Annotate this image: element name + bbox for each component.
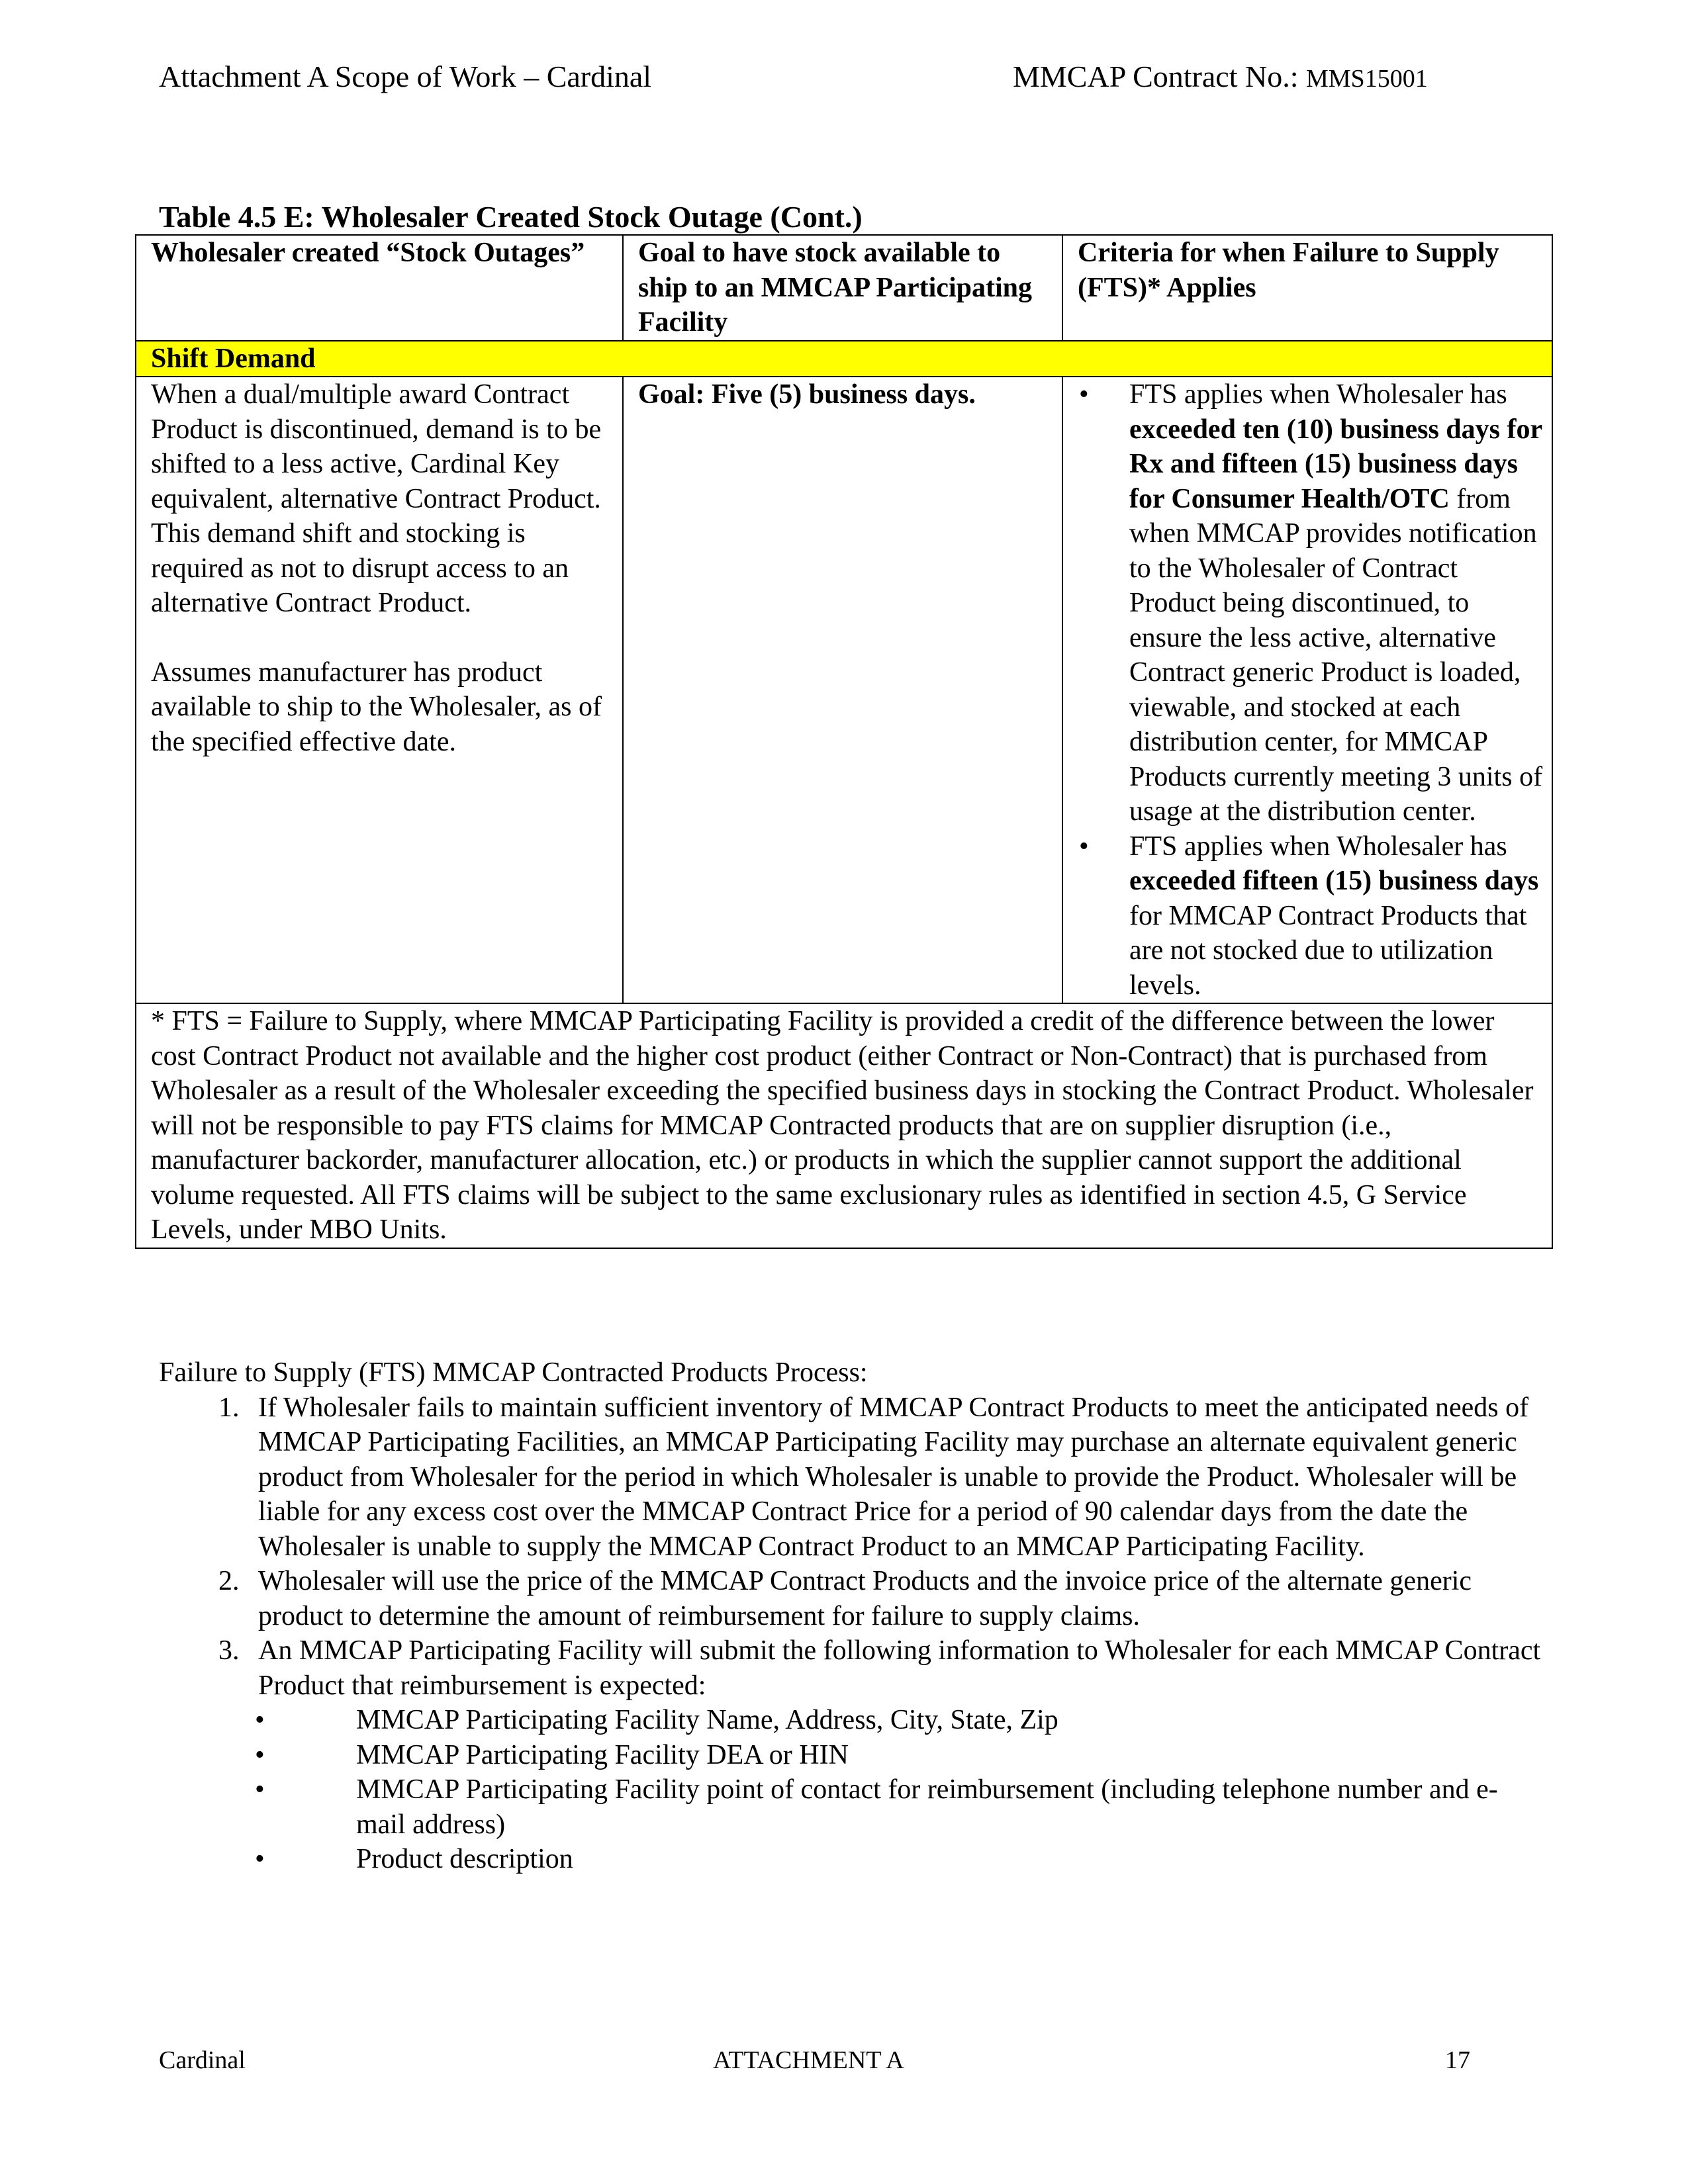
list-item: 2. Wholesaler will use the price of the MMCAP Contract Products and the invoice price of the alternate generic product to determine the amount of reimbursement for failure to supply claims. xyxy=(218,1566,1472,1631)
bullet-icon: • xyxy=(1079,831,1089,862)
list-item: 1. If Wholesaler fails to maintain sufficient inventory of MMCAP Contract Products to meet the anticipated needs of MMCAP Participating Facilities, an MMCAP Participating Facility may purchase an alternate equivalent generic product from Wholesaler for the period in which Wholesaler is unable to provide the Product. Wholesaler will be liable for any excess cost over the MMCAP Contract Price for a period of 90 calendar days from the date the Wholesaler is unable to supply the MMCAP Contract Product to an MMCAP Participating Facility. xyxy=(218,1392,1529,1562)
list-item: • MMCAP Participating Facility Name, Address, City, State, Zip xyxy=(159,1703,1542,1738)
footnote-row xyxy=(136,1003,1552,1248)
bullet-icon: • xyxy=(255,1844,265,1874)
table-header-row xyxy=(136,235,1552,341)
bullet-icon: • xyxy=(255,1739,265,1770)
fts-process-section xyxy=(159,1355,1542,1877)
description-paragraph-1: When a dual/multiple award Contract Product is discontinued, demand is to be shifted to a less active, Cardinal Key equivalent, alternative Contract Product. This demand shift and stocking is required as not to disrupt access to an alternative Contract Product. xyxy=(151,379,602,618)
cell-description xyxy=(136,377,623,1003)
footer-left: Cardinal xyxy=(159,2046,246,2074)
page-header-left: Attachment A Scope of Work – Cardinal xyxy=(159,60,652,93)
bullet-icon: • xyxy=(255,1774,265,1805)
header-criteria: Criteria for when Failure to Supply (FTS)* Applies xyxy=(1062,235,1552,341)
cell-criteria xyxy=(1062,377,1552,1003)
list-item: • MMCAP Participating Facility point of contact for reimbursement (including telephone number and e-mail address) xyxy=(159,1772,1542,1842)
stock-outage-table xyxy=(135,234,1553,1249)
list-item: • Product description xyxy=(159,1842,1542,1877)
contract-label: MMCAP Contract No.: xyxy=(1013,60,1306,93)
table-title: Table 4.5 E: Wholesaler Created Stock Outage (Cont.) xyxy=(159,200,863,234)
description-paragraph-2: Assumes manufacturer has product available to ship to the Wholesaler, as of the specified effective date. xyxy=(151,657,602,757)
section-row xyxy=(136,341,1552,377)
goal-text: Goal: Five (5) business days. xyxy=(638,379,976,410)
footer-center: ATTACHMENT A xyxy=(713,2046,904,2074)
page-number: 17 xyxy=(1445,2046,1470,2074)
list-item: • FTS applies when Wholesaler has exceeded fifteen (15) business days for MMCAP Contract Products that are not stocked due to utilization levels. xyxy=(1078,829,1544,1003)
footnote-text: * FTS = Failure to Supply, where MMCAP Participating Facility is provided a credit of the difference between the lower cost Contract Product not available and the higher cost product (either Contract or Non-Contract) that is purchased from Wholesaler as a result of the Wholesaler exceeding the specified business days in stocking the Contract Product. Wholesaler will not be responsible to pay FTS claims for MMCAP Contracted products that are on supplier disruption (i.e., manufacturer backorder, manufacturer allocation, etc.) or products in which the supplier cannot support the additional volume requested. All FTS claims will be subject to the same exclusionary rules as identified in section 4.5, G Service Levels, under MBO Units. xyxy=(136,1003,1552,1248)
header-goal: Goal to have stock available to ship to an MMCAP Participating Facility xyxy=(623,235,1062,341)
section-shift-demand: Shift Demand xyxy=(136,341,1552,377)
list-item: • MMCAP Participating Facility DEA or HIN xyxy=(159,1738,1542,1773)
required-info-list xyxy=(159,1703,1542,1877)
bullet-icon: • xyxy=(1079,379,1089,410)
process-title: Failure to Supply (FTS) MMCAP Contracted Products Process: xyxy=(159,1357,868,1388)
header-stock-outages: Wholesaler created “Stock Outages” xyxy=(136,235,623,341)
page-header-right xyxy=(1013,58,1428,97)
list-item: • FTS applies when Wholesaler has exceeded ten (10) business days for Rx and fifteen (15) business days for Consumer Health/OTC from when MMCAP provides notification to the Wholesaler of Contract Product being discontinued, to ensure the less active, alternative Contract generic Product is loaded, viewable, and stocked at each distribution center, for MMCAP Products currently meeting 3 units of usage at the distribution center. xyxy=(1078,377,1544,829)
contract-number: MMS15001 xyxy=(1305,65,1428,93)
bullet-icon: • xyxy=(255,1705,265,1735)
process-steps xyxy=(159,1390,1542,1704)
criteria-list xyxy=(1078,377,1544,1003)
list-item: 3. An MMCAP Participating Facility will submit the following information to Wholesaler for each MMCAP Contract Product that reimbursement is expected: xyxy=(218,1635,1541,1701)
cell-goal xyxy=(623,377,1062,1003)
table-row xyxy=(136,377,1552,1003)
